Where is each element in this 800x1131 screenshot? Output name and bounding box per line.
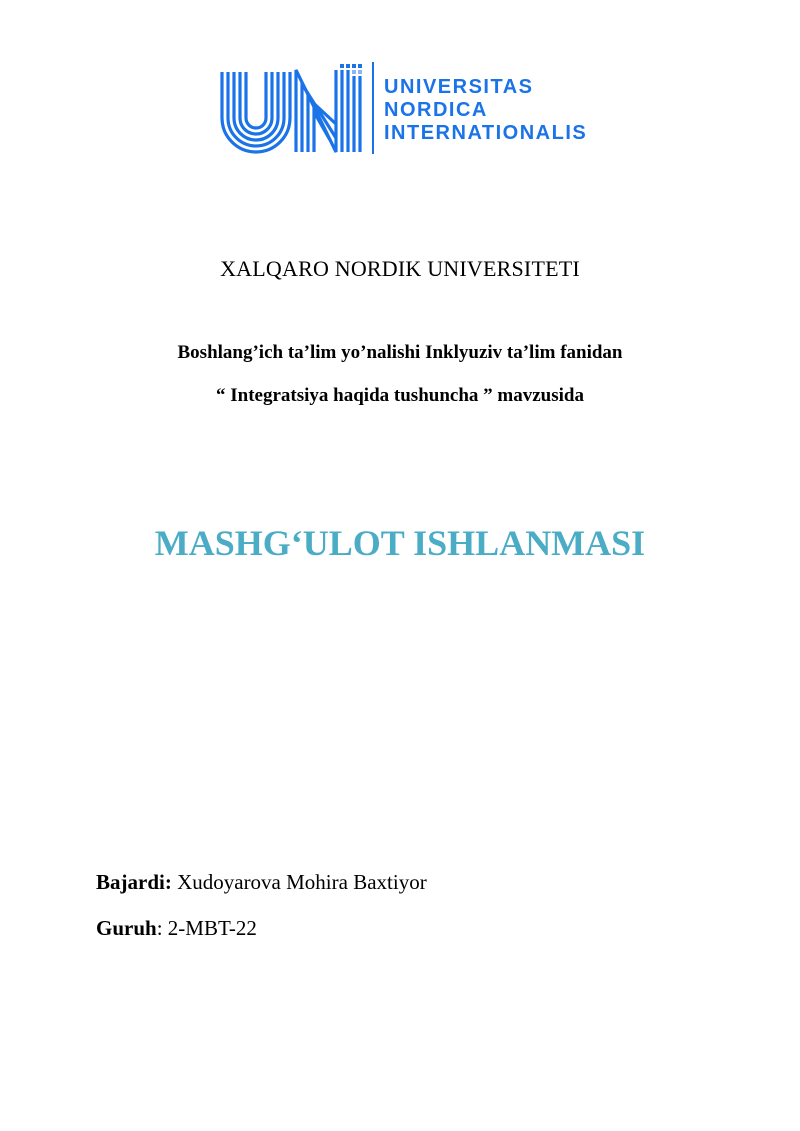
subject-line: Boshlang’ich ta’lim yo’nalishi Inklyuziv ta’lim fanidan xyxy=(177,342,623,363)
logo-line-3: INTERNATIONALIS xyxy=(384,122,588,144)
group-label: Guruh xyxy=(96,916,157,940)
logo-line-2: NORDICA xyxy=(384,99,488,121)
author-label: Bajardi: xyxy=(96,870,172,894)
logo-line-1: UNIVERSITAS xyxy=(384,76,534,98)
un-logo-icon xyxy=(218,60,598,156)
university-name: XALQARO NORDIK UNIVERSITETI xyxy=(220,256,580,281)
author-value: Xudoyarova Mohira Baxtiyor xyxy=(177,870,427,894)
university-logo xyxy=(218,60,598,156)
document-type-title: MASHG‘ULOT ISHLANMASI xyxy=(154,523,646,563)
author-row xyxy=(96,870,427,895)
topic-line: “ Integratsiya haqida tushuncha ” mavzusida xyxy=(216,385,584,406)
group-row xyxy=(96,916,257,941)
group-separator: : xyxy=(156,916,163,940)
group-value: 2-MBT-22 xyxy=(167,916,257,940)
